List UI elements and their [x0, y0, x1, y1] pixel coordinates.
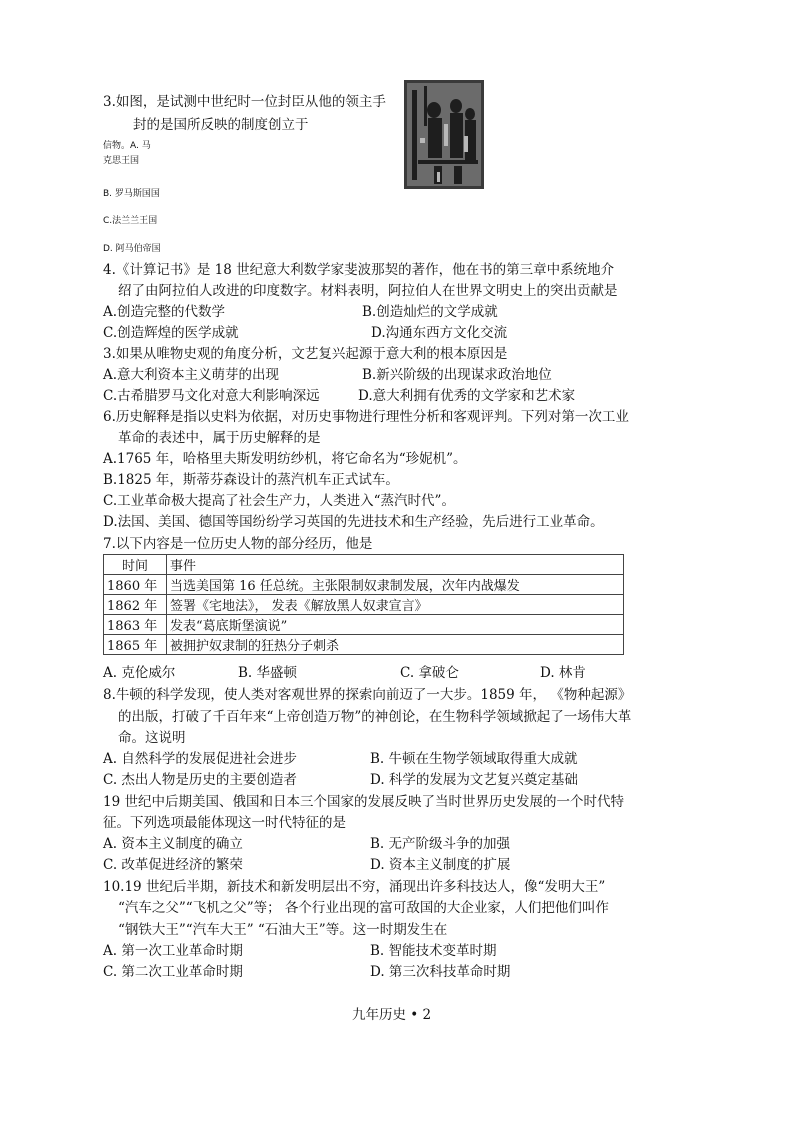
- q5-option-d: D.意大利拥有优秀的文学家和艺术家: [358, 388, 576, 404]
- q5-line1: 3.如果从唯物史观的角度分析，文艺复兴起源于意大利的根本原因是: [103, 346, 508, 362]
- q10-option-d: D. 第三次科技革命时期: [370, 964, 511, 980]
- table-header-event: 事件: [167, 555, 624, 575]
- q6-line1: 6.历史解释是指以史料为依据，对历史事物进行理性分析和客观评判。下列对第一次工业: [103, 409, 629, 425]
- q4-option-a: A.创造完整的代数学: [103, 304, 226, 320]
- q8-option-a: A. 自然科学的发展促进社会进步: [103, 751, 297, 767]
- q3-line4: 克思王国: [103, 156, 140, 166]
- q3-option-d: D. 阿马伯帝国: [103, 244, 161, 254]
- q8-option-c: C. 杰出人物是历史的主要创造者: [103, 772, 297, 788]
- q6-option-b: B.1825 年，斯蒂芬森设计的蒸汽机车正式试车。: [103, 472, 399, 488]
- q6-option-c: C.工业革命极大提高了社会生产力，人类进入“蒸汽时代”。: [103, 493, 455, 509]
- q3-line1: 3.如图，是试测中世纪时一位封臣从他的领主手: [103, 94, 386, 110]
- table-cell-year: 1865 年: [104, 635, 167, 655]
- q7-line1: 7.以下内容是一位历史人物的部分经历，他是: [103, 536, 373, 552]
- table-cell-event: 发表“葛底斯堡演说”: [167, 615, 624, 635]
- q5-option-c: C.古希腊罗马文化对意大利影响深远: [103, 388, 320, 404]
- q10-line3: “钢铁大王”“汽车大王” “石油大王”等。这一时期发生在: [118, 922, 448, 938]
- q8-option-d: D. 科学的发展为文艺复兴奠定基础: [370, 772, 578, 788]
- q4-option-c: C.创造辉煌的医学成就: [103, 325, 239, 341]
- q7-option-c: C. 拿破仑: [400, 665, 459, 681]
- q9-option-c: C. 改革促进经济的繁荣: [103, 857, 243, 873]
- q5-option-a: A.意大利资本主义萌芽的出现: [103, 367, 280, 383]
- q9-line2: 征。下列选项最能体现这一时代特征的是: [103, 815, 346, 831]
- table-cell-event: 被拥护奴隶制的狂热分子刺杀: [167, 635, 624, 655]
- q4-option-d: D.沟通东西方文化交流: [371, 325, 508, 341]
- table-cell-year: 1863 年: [104, 615, 167, 635]
- q3-line2: 封的是国所反映的制度创立于: [133, 117, 309, 133]
- q6-line2: 革命的表述中，属于历史解释的是: [118, 430, 321, 446]
- q4-option-b: B.创造灿烂的文学成就: [362, 304, 498, 320]
- page-footer: 九年历史 • 2: [352, 1007, 432, 1023]
- q9-option-a: A. 资本主义制度的确立: [103, 836, 243, 852]
- q9-option-b: B. 无产阶级斗争的加强: [370, 836, 511, 852]
- q7-option-a: A. 克伦威尔: [103, 665, 176, 681]
- q7-option-d: D. 林肯: [540, 665, 586, 681]
- q10-option-b: B. 智能技术变革时期: [370, 943, 497, 959]
- q8-line2: 的出版，打破了千百年来“上帝创造万物”的神创论，在生物科学领域掀起了一场伟大革: [118, 709, 632, 725]
- q5-option-b: B.新兴阶级的出现谋求政治地位: [362, 367, 552, 383]
- table-header-time: 时间: [104, 555, 167, 575]
- q6-option-a: A.1765 年，哈格里夫斯发明纺纱机，将它命名为“珍妮机”。: [103, 451, 467, 467]
- q10-line1: 10.19 世纪后半期，新技术和新发明层出不穷，涌现出许多科技达人，像“发明大王”: [103, 879, 606, 895]
- q8-option-b: B. 牛顿在生物学领域取得重大成就: [370, 751, 578, 767]
- table-row: [104, 615, 624, 635]
- q3-line3: 信物。A. 马: [103, 141, 151, 151]
- table-row: [104, 595, 624, 615]
- table-cell-event: 签署《宅地法》， 发表《解放黑人奴隶宣言》: [167, 595, 624, 615]
- table-header-row: [104, 555, 624, 575]
- q8-line1: 8.牛顿的科学发现，使人类对客观世界的探索向前迈了一大步。1859 年， 《物种起源》: [103, 687, 632, 703]
- table-cell-year: 1860 年: [104, 575, 167, 595]
- table-row: [104, 635, 624, 655]
- medieval-homage-illustration: [404, 80, 484, 189]
- q4-line1: 4.《计算记书》是 18 世纪意大利数学家斐波那契的著作，他在书的第三章中系统地介: [103, 262, 615, 278]
- q10-line2: “汽车之父”“飞机之父”等； 各个行业出现的富可敌国的大企业家，人们把他们叫作: [118, 900, 609, 916]
- q6-option-d: D.法国、美国、德国等国纷纷学习英国的先进技术和生产经验，先后进行工业革命。: [103, 514, 604, 530]
- q4-line2: 绍了由阿拉伯人改进的印度数字。材料表明，阿拉伯人在世界文明史上的突出贡献是: [118, 283, 618, 299]
- q3-option-c: C.法兰兰王国: [103, 216, 158, 226]
- q7-option-b: B. 华盛顿: [238, 665, 298, 681]
- q3-option-b: B. 罗马斯国国: [103, 189, 160, 199]
- q9-option-d: D. 资本主义制度的扩展: [370, 857, 511, 873]
- q10-option-a: A. 第一次工业革命时期: [103, 943, 243, 959]
- q10-option-c: C. 第二次工业革命时期: [103, 964, 243, 980]
- table-cell-year: 1862 年: [104, 595, 167, 615]
- q9-line1: 19 世纪中后期美国、俄国和日本三个国家的发展反映了当时世界历史发展的一个时代特: [103, 794, 624, 810]
- q8-line3: 命。这说明: [118, 730, 186, 746]
- timeline-table: [103, 554, 624, 655]
- table-cell-event: 当选美国第 16 任总统。主张限制奴隶制发展，次年内战爆发: [167, 575, 624, 595]
- table-row: [104, 575, 624, 595]
